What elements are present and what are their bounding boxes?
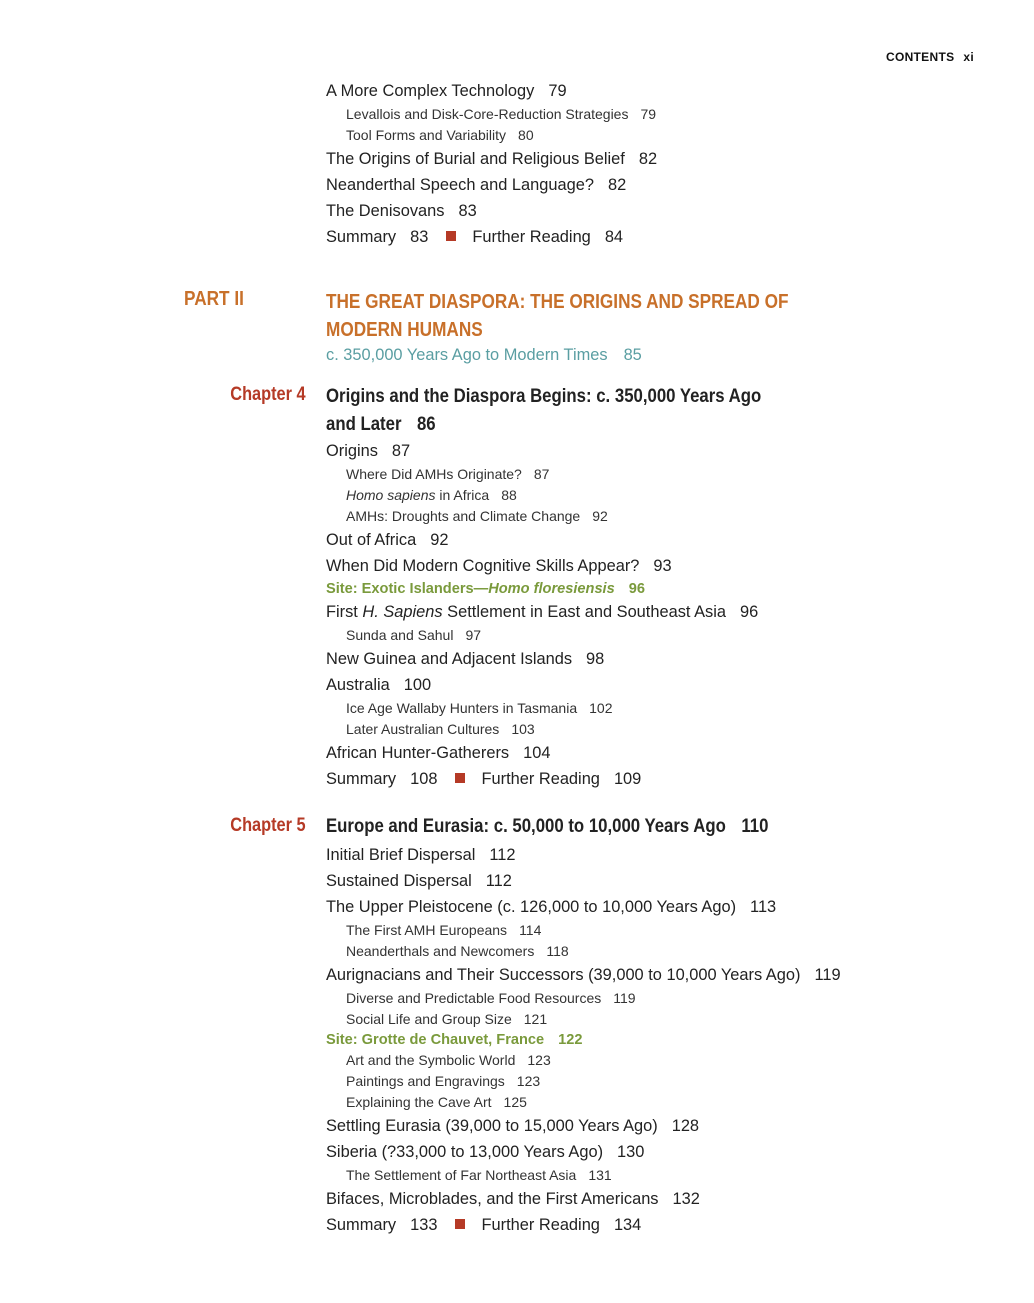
entry-page: 80 — [518, 127, 534, 143]
toc-subentry — [326, 698, 966, 719]
running-head-label: CONTENTS — [885, 50, 955, 64]
summary-label: Summary — [326, 1216, 397, 1234]
entry-text: Sustained Dispersal — [326, 872, 472, 890]
entry-page: 123 — [516, 1073, 541, 1089]
chapter4-entry-list — [326, 438, 966, 792]
entry-text: Australia — [326, 676, 390, 694]
toc-entry — [326, 868, 966, 894]
entry-page: 112 — [485, 872, 512, 890]
square-bullet-icon — [455, 1219, 465, 1229]
summary-page: 83 — [410, 228, 429, 246]
entry-page: 79 — [548, 82, 567, 100]
chapter4-label: Chapter 4 — [230, 384, 306, 405]
entry-text: Initial Brief Dispersal — [326, 846, 476, 864]
square-bullet-icon — [455, 773, 465, 783]
toc-subentry — [326, 464, 966, 485]
toc-subentry — [326, 941, 966, 962]
entry-page: 103 — [511, 721, 535, 737]
toc-subentry — [326, 125, 966, 146]
toc-subentry — [326, 506, 966, 527]
entry-page: 112 — [489, 846, 516, 864]
toc-entry — [326, 527, 966, 553]
entry-text: Settling Eurasia (39,000 to 15,000 Years Ago) — [326, 1117, 658, 1135]
running-head-page: xi — [963, 50, 974, 64]
entry-text: in Africa — [435, 487, 490, 503]
entry-text: African Hunter-Gatherers — [326, 744, 510, 762]
toc-entry — [326, 962, 966, 988]
entry-italic: Homo sapiens — [346, 487, 436, 503]
toc-subentry — [326, 485, 966, 506]
entry-page: 119 — [814, 966, 841, 984]
entry-page: 100 — [403, 676, 432, 694]
entry-page: 123 — [527, 1052, 551, 1068]
entry-page: 97 — [465, 627, 482, 643]
entry-page: 82 — [638, 150, 658, 168]
entry-text: Origins — [326, 442, 378, 460]
entry-text: When Did Modern Cognitive Skills Appear? — [326, 557, 640, 575]
part-subtitle — [326, 346, 642, 365]
entry-text: The Upper Pleistocene (c. 126,000 to 10,000 Years Ago) — [326, 898, 737, 916]
toc-subentry — [326, 1092, 966, 1113]
entry-text: Levallois and Disk-Core-Reduction Strategies — [346, 106, 629, 122]
part-subtitle-text: c. 350,000 Years Ago to Modern Times — [326, 346, 608, 364]
entry-text: Ice Age Wallaby Hunters in Tasmania — [346, 700, 578, 716]
toc-subentry — [326, 1071, 966, 1092]
chapter5-title — [326, 813, 966, 841]
entry-text: Neanderthal Speech and Language? — [326, 176, 594, 194]
entry-page: 119 — [613, 990, 636, 1006]
summary-label: Summary — [326, 228, 397, 246]
chapter4-title-line1: Origins and the Diaspora Begins: c. 350,000 Years Ago — [326, 385, 762, 407]
entry-page: 130 — [617, 1143, 645, 1161]
summary-row — [326, 1212, 966, 1238]
entry-italic: Homo floresiensis — [488, 581, 615, 597]
toc-entry — [326, 146, 966, 172]
entry-page: 96 — [739, 603, 759, 621]
toc-entry — [326, 599, 966, 625]
toc-entry — [326, 646, 966, 672]
toc-entry — [326, 740, 966, 766]
entry-text: Site: Grotte de Chauvet, France — [326, 1032, 545, 1048]
toc-subentry — [326, 719, 966, 740]
top-entry-list — [326, 78, 966, 250]
entry-text: Where Did AMHs Originate? — [346, 466, 522, 482]
entry-page: 87 — [391, 442, 411, 460]
further-reading-label: Further Reading — [472, 228, 591, 246]
entry-text: Out of Africa — [326, 531, 417, 549]
toc-subentry — [326, 1009, 966, 1030]
chapter4-title — [326, 383, 966, 438]
entry-text: Tool Forms and Variability — [346, 127, 507, 143]
chapter4-title-line2: and Later — [326, 412, 402, 435]
part-label: PART II — [184, 288, 244, 310]
summary-row — [326, 766, 966, 792]
entry-text: Sunda and Sahul — [346, 627, 454, 643]
toc-entry — [326, 78, 966, 104]
summary-label: Summary — [326, 770, 397, 788]
entry-page: 114 — [519, 922, 542, 938]
entry-text: Diverse and Predictable Food Resources — [346, 990, 602, 1006]
entry-page: 102 — [589, 700, 613, 716]
toc-entry — [326, 894, 966, 920]
entry-page: 83 — [458, 202, 477, 220]
entry-page: 113 — [750, 898, 777, 916]
entry-text: Siberia (?33,000 to 13,000 Years Ago) — [326, 1143, 604, 1161]
entry-text: Neanderthals and Newcomers — [346, 943, 535, 959]
part-subtitle-page: 85 — [623, 346, 642, 364]
further-reading-label: Further Reading — [481, 1216, 600, 1234]
entry-page: 122 — [558, 1032, 583, 1048]
entry-page: 98 — [586, 650, 605, 668]
entry-text: AMHs: Droughts and Climate Change — [346, 508, 581, 524]
entry-text: Bifaces, Microblades, and the First Americans — [326, 1190, 659, 1208]
toc-subentry — [326, 1050, 966, 1071]
chapter5-page: 110 — [741, 815, 769, 837]
further-reading-page: 109 — [613, 770, 642, 788]
entry-page: 82 — [607, 176, 627, 194]
entry-italic: H. Sapiens — [362, 603, 443, 621]
entry-text: Social Life and Group Size — [346, 1011, 512, 1027]
summary-row — [326, 224, 966, 250]
entry-text: A More Complex Technology — [326, 82, 535, 100]
toc-entry — [326, 842, 966, 868]
entry-text: First — [326, 603, 363, 621]
entry-page: 87 — [533, 466, 550, 482]
chapter5-entry-list — [326, 842, 966, 1238]
toc-entry — [326, 1139, 966, 1165]
toc-subentry — [326, 920, 966, 941]
toc-entry — [326, 1113, 966, 1139]
entry-page: 96 — [628, 581, 645, 597]
summary-page: 133 — [410, 1216, 438, 1234]
entry-page: 92 — [592, 508, 608, 524]
entry-page: 92 — [430, 531, 449, 549]
entry-page: 93 — [653, 557, 672, 575]
entry-text: The Denisovans — [326, 202, 445, 220]
chapter4-page: 86 — [416, 412, 436, 435]
chapter5-title-text: Europe and Eurasia: c. 50,000 to 10,000 Years Ago — [326, 815, 726, 837]
toc-entry — [326, 553, 966, 579]
entry-page: 131 — [588, 1167, 612, 1183]
toc-subentry — [326, 625, 966, 646]
entry-page: 118 — [546, 943, 569, 959]
toc-subentry — [326, 1165, 966, 1186]
further-reading-page: 134 — [613, 1216, 642, 1234]
running-head — [0, 50, 974, 64]
entry-text: Paintings and Engravings — [346, 1073, 505, 1089]
entry-page: 79 — [640, 106, 657, 122]
entry-text: Site: Exotic Islanders— — [326, 581, 489, 597]
entry-text: Aurignacians and Their Successors (39,000 to 10,000 Years Ago) — [326, 966, 801, 984]
entry-page: 132 — [672, 1190, 700, 1208]
entry-page: 125 — [503, 1094, 527, 1110]
part-title — [326, 288, 842, 344]
toc-entry — [326, 198, 966, 224]
entry-text: Art and the Symbolic World — [346, 1052, 516, 1068]
part-title-line2: MODERN HUMANS — [326, 319, 483, 341]
entry-page: 104 — [523, 744, 551, 762]
toc-subentry — [326, 104, 966, 125]
entry-page: 121 — [523, 1011, 548, 1027]
further-reading-page: 84 — [604, 228, 624, 246]
toc-entry — [326, 438, 966, 464]
summary-page: 108 — [410, 770, 438, 788]
entry-text: Settlement in East and Southeast Asia — [442, 603, 726, 621]
square-bullet-icon — [446, 231, 456, 241]
entry-text: The Origins of Burial and Religious Belief — [326, 150, 625, 168]
toc-entry — [326, 1186, 966, 1212]
part-title-line1: THE GREAT DIASPORA: THE ORIGINS AND SPREAD OF — [326, 291, 789, 313]
entry-text: The Settlement of Far Northeast Asia — [346, 1167, 577, 1183]
toc-site-feature — [326, 579, 966, 599]
toc-site-feature — [326, 1030, 966, 1050]
further-reading-label: Further Reading — [481, 770, 600, 788]
entry-text: The First AMH Europeans — [346, 922, 508, 938]
entry-text: Later Australian Cultures — [346, 721, 500, 737]
toc-entry — [326, 172, 966, 198]
toc-subentry — [326, 988, 966, 1009]
entry-text: New Guinea and Adjacent Islands — [326, 650, 573, 668]
entry-page: 88 — [501, 487, 517, 503]
chapter5-label: Chapter 5 — [230, 815, 306, 836]
entry-text: Explaining the Cave Art — [346, 1094, 492, 1110]
entry-page: 128 — [671, 1117, 700, 1135]
toc-entry — [326, 672, 966, 698]
